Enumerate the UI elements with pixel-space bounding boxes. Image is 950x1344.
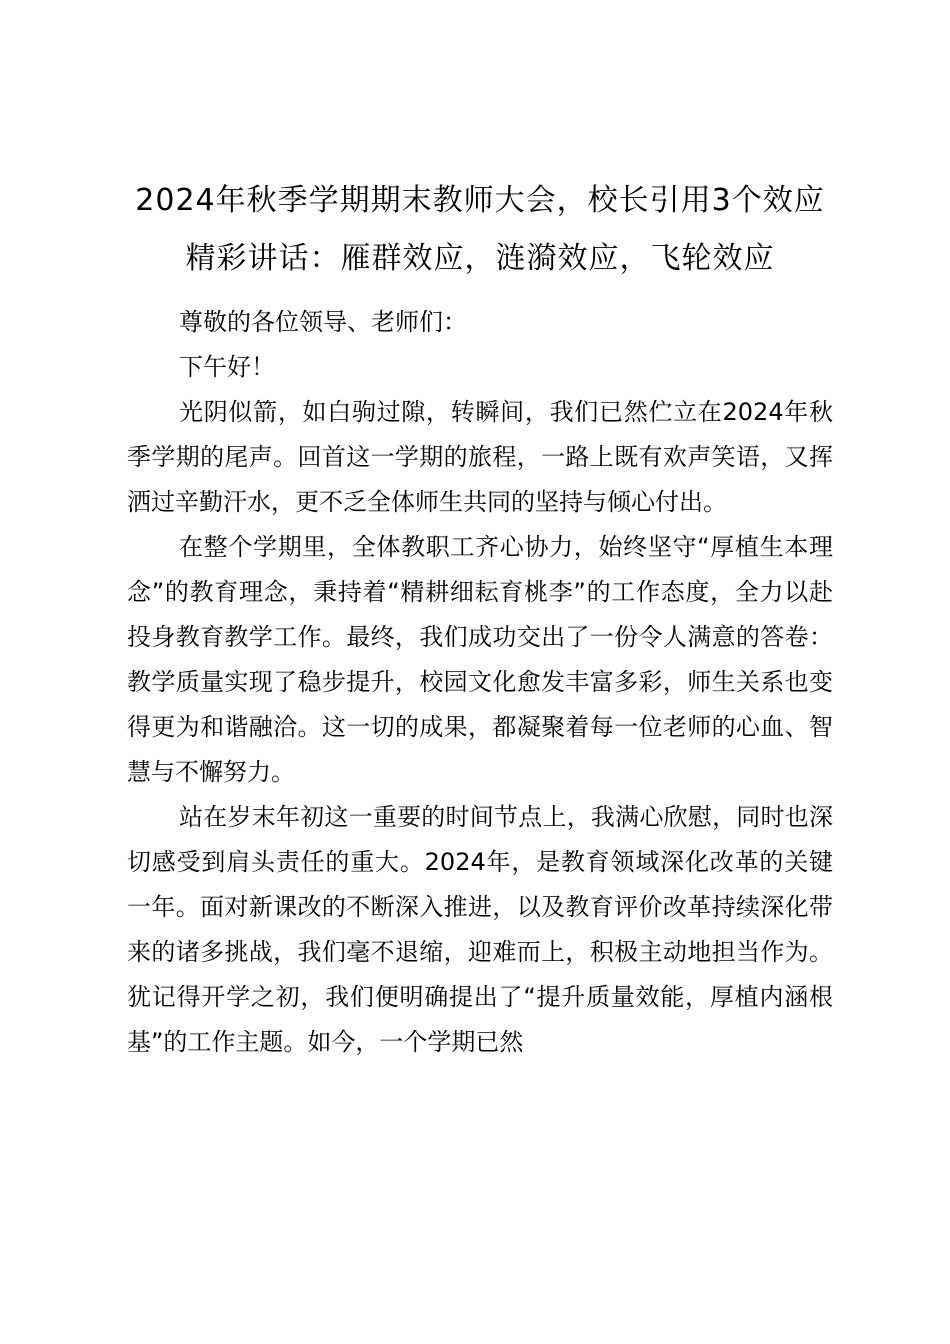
paragraph-achievements: 在整个学期里，全体教职工齐心协力，始终坚守“厚植生本理念”的教育理念，秉持着“精耕细耘育桃李”的工作态度，全力以赴投身教育教学工作。最终，我们成功交出了一份令人满意的答卷：教学质量实现了稳步提升，校园文化愈发丰富多彩，师生关系也变得更为和谐融洽。这一切的成果，都凝聚着每一位老师的心血、智慧与不懈努力。 <box>127 533 833 786</box>
document-body <box>127 172 833 1065</box>
salutation: 尊敬的各位领导、老师们： <box>179 308 467 336</box>
document-title: 2024年秋季学期期末教师大会，校长引用3个效应精彩讲话：雁群效应，涟漪效应，飞轮效应 <box>135 183 825 276</box>
paragraph-intro: 光阴似箭，如白驹过隙，转瞬间，我们已然伫立在2024年秋季学期的尾声。回首这一学期的旅程，一路上既有欢声笑语，又挥洒过辛勤汗水，更不乏全体师生共同的坚持与倾心付出。 <box>127 398 833 516</box>
greeting: 下午好！ <box>179 353 275 381</box>
paragraph-reflection: 站在岁末年初这一重要的时间节点上，我满心欣慰，同时也深切感受到肩头责任的重大。2024年，是教育领域深化改革的关键一年。面对新课改的不断深入推进，以及教育评价改革持续深化带来的诸多挑战，我们毫不退缩，迎难而上，积极主动地担当作为。犹记得开学之初，我们便明确提出了“提升质量效能，厚植内涵根基”的工作主题。如今，一个学期已然 <box>127 803 833 1056</box>
